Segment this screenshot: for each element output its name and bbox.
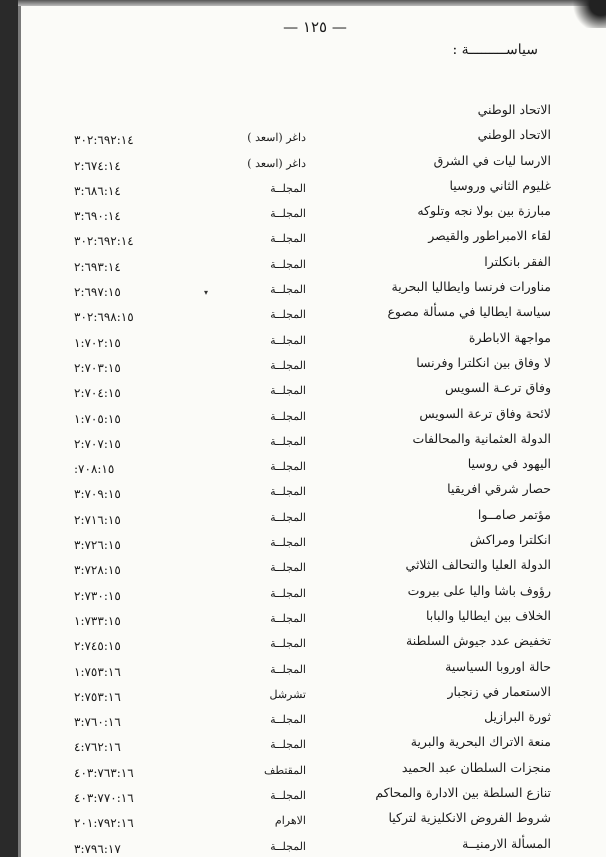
entry-reference: ١:٧٠٢:١٥	[74, 335, 121, 350]
entry-title: الخلاف بين ايطاليا والبابا	[425, 607, 551, 623]
entry-reference: ٤٠٣:٧٦٣:١٦	[74, 765, 134, 780]
entry-source: المجلــة	[270, 789, 306, 803]
entry-reference: ٣:٧٢٨:١٥	[74, 563, 121, 578]
entry-title: المسألة الارمنيــة	[462, 835, 551, 851]
entry-title: اليهود في روسيا	[467, 456, 551, 472]
entry-source: داغر (اسعد )	[247, 156, 306, 170]
index-entry	[0, 758, 606, 783]
entry-reference: ٤:٧٦٢:١٦	[74, 740, 121, 755]
entry-reference: ٣٠٢:٦٩٢:١٤	[74, 133, 134, 148]
entry-reference: ٢:٧٠٧:١٥	[74, 436, 121, 451]
entry-source: المجلــة	[270, 434, 306, 448]
index-entry	[0, 277, 606, 302]
entry-source: المجلــة	[270, 611, 306, 625]
entry-source: المجلــة	[270, 207, 306, 221]
entry-reference: ٢٠١:٧٩٢:١٦	[74, 816, 134, 831]
entry-reference: ٢:٧٤٥:١٥	[74, 639, 121, 654]
entry-title: ثورة البرازيل	[484, 709, 551, 725]
entry-title: لائحة وفاق ترعة السويس	[419, 405, 551, 421]
entry-source: المجلــة	[270, 460, 306, 474]
entry-reference: ٣٠٢:٦٩٢:١٤	[74, 234, 134, 249]
entry-reference: ٢:٧٠٤:١٥	[74, 386, 121, 401]
entry-source: تشرشل	[269, 687, 306, 701]
entry-source: المجلــة	[270, 713, 306, 727]
entry-source: المجلــة	[270, 561, 306, 575]
entry-title: حالة اوروبا السياسية	[445, 658, 551, 674]
entry-source: المجلــة	[270, 510, 306, 524]
index-entry	[0, 378, 606, 403]
entry-reference: ٣:٧٢٦:١٥	[74, 538, 121, 553]
entry-reference: ٢:٧٣٠:١٥	[74, 588, 121, 603]
entry-title: تخفيض عدد جيوش السلطنة	[406, 633, 551, 649]
entry-reference: ٣:٧٦٠:١٦	[74, 715, 121, 730]
entry-source: المجلــة	[270, 283, 306, 297]
entry-title: الاستعمار في زنجبار	[447, 683, 551, 699]
entry-source: المجلــة	[270, 637, 306, 651]
entry-reference: ٣٠٢:٦٩٨:١٥	[74, 310, 134, 325]
index-entry	[0, 479, 606, 504]
entry-title: الاتحاد الوطني	[477, 102, 551, 117]
entry-source: الاهرام	[274, 814, 306, 828]
entry-title: تنازع السلطة بين الادارة والمحاكم	[375, 785, 551, 801]
index-entry	[0, 631, 606, 656]
index-entry	[0, 707, 606, 732]
index-entry	[0, 404, 606, 429]
entry-source: المجلــة	[270, 257, 306, 271]
entry-title: شروط الفروض الانكليزية لتركيا	[388, 810, 551, 826]
index-entry	[0, 328, 606, 353]
entry-source: المجلــة	[270, 181, 306, 195]
index-entry	[0, 252, 606, 277]
entry-reference: ٣:٦٨٦:١٤	[74, 183, 121, 198]
index-entries	[0, 100, 606, 857]
entry-title: الدولة العليا والتحالف الثلاثي	[405, 557, 551, 573]
entry-source: المجلــة	[270, 839, 306, 853]
entry-title: منجزات السلطان عبد الحميد	[401, 759, 551, 775]
index-entry	[0, 454, 606, 479]
entry-title: سياسة ايطاليا في مسألة مصوع	[387, 304, 551, 320]
index-entry	[0, 555, 606, 580]
stray-mark: ▾	[204, 288, 209, 297]
entry-title: انكلترا ومراكش	[469, 532, 551, 548]
entry-reference: ٤٠٣:٧٧٠:١٦	[74, 791, 134, 806]
entry-title: غليوم الثاني وروسيا	[449, 177, 551, 193]
entry-reference: ٣:٧٠٩:١٥	[74, 487, 121, 502]
index-entry	[0, 226, 606, 251]
entry-title: لا وفاق بين انكلترا وفرنسا	[416, 354, 551, 370]
entry-reference: ١:٧٣٣:١٥	[74, 613, 121, 628]
index-entry	[0, 151, 606, 176]
index-entry	[0, 606, 606, 631]
index-entry	[0, 834, 606, 857]
index-entry	[0, 429, 606, 454]
entry-reference: ٢:٧٠٣:١٥	[74, 360, 121, 375]
index-entry	[0, 808, 606, 833]
entry-reference: ٢:٧١٦:١٥	[74, 512, 121, 527]
entry-title: لقاء الامبراطور والقيصر	[428, 228, 551, 244]
index-entry	[0, 530, 606, 555]
entry-source: المجلــة	[270, 662, 306, 676]
index-entry	[0, 353, 606, 378]
entry-title: حصار شرقي افريقيا	[447, 481, 551, 497]
entry-source: المجلــة	[270, 358, 306, 372]
entry-title: الفقر بانكلترا	[484, 253, 551, 269]
entry-source: المجلــة	[270, 308, 306, 322]
entry-source: المجلــة	[270, 586, 306, 600]
entry-source: المجلــة	[270, 536, 306, 550]
index-entry	[0, 125, 606, 150]
entry-reference: ١:٧٥٣:١٦	[74, 664, 121, 679]
entry-source: المجلــة	[270, 232, 306, 246]
entry-title: مبارزة بين بولا نجه وتلوكه	[417, 203, 551, 219]
index-entry	[0, 505, 606, 530]
index-entry	[0, 657, 606, 682]
entry-source: المجلــة	[270, 384, 306, 398]
page-number: — ١٢٥ —	[283, 18, 347, 36]
index-entry	[0, 100, 606, 125]
index-entry	[0, 302, 606, 327]
entry-source: المجلــة	[270, 738, 306, 752]
entry-title: وفاق ترعـة السويس	[445, 380, 551, 396]
entry-source: داغر (اسعد )	[247, 131, 306, 145]
entry-reference: ٣:٧٩٦:١٧	[74, 841, 121, 856]
index-entry	[0, 682, 606, 707]
scan-top-edge	[18, 0, 606, 6]
entry-source: المجلــة	[270, 485, 306, 499]
entry-title: الاتحاد الوطني	[477, 127, 551, 143]
index-entry	[0, 732, 606, 757]
entry-reference: ٢:٧٥٣:١٦	[74, 689, 121, 704]
entry-source: المجلــة	[270, 333, 306, 347]
entry-title: رؤوف باشا واليا على بيروت	[407, 582, 551, 598]
index-entry	[0, 201, 606, 226]
section-title: سياســـــــــة :	[452, 42, 538, 58]
entry-reference: :٧٠٨:١٥	[74, 462, 115, 477]
entry-source: المجلــة	[270, 409, 306, 423]
entry-reference: ٣:٦٩٠:١٤	[74, 209, 121, 224]
entry-title: مؤتمر صامــوا	[477, 506, 551, 522]
entry-title: الدولة العثمانية والمحالفات	[412, 430, 551, 446]
entry-title: الارسا ليات في الشرق	[433, 152, 551, 168]
entry-reference: ٢:٦٩٣:١٤	[74, 259, 121, 274]
entry-title: مواجهة الاباطرة	[468, 329, 551, 345]
index-entry	[0, 783, 606, 808]
entry-title: منعة الاتراك البحرية والبرية	[410, 734, 551, 750]
entry-reference: ١:٧٠٥:١٥	[74, 411, 121, 426]
entry-source: المقتطف	[263, 763, 306, 777]
scan-corner-smudge	[572, 0, 606, 28]
index-entry	[0, 176, 606, 201]
index-entry	[0, 581, 606, 606]
entry-title: مناورات فرنسا وايطاليا البحرية	[391, 279, 551, 295]
entry-reference: ٢:٦٩٧:١٥	[74, 285, 121, 300]
entry-reference: ٢:٦٧٤:١٤	[74, 158, 121, 173]
